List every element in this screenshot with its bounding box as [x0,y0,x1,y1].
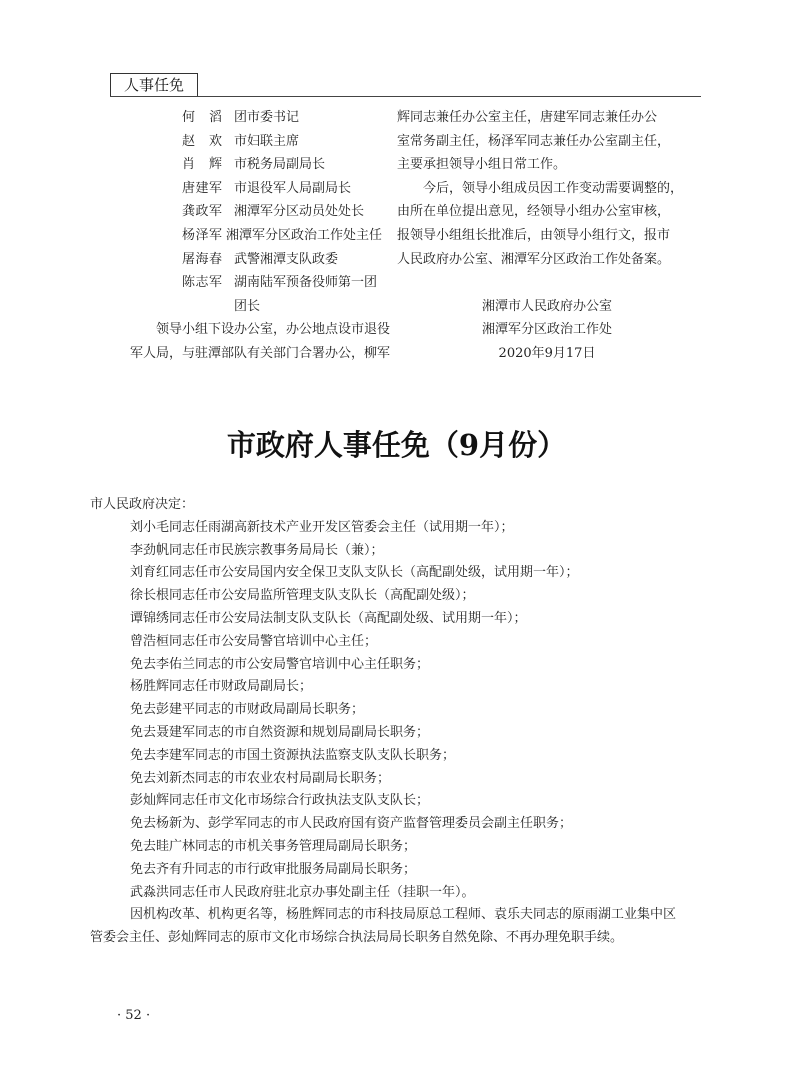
roster-name: 陈志军 [182,275,223,291]
duty-paragraph [397,106,697,177]
roster-row [130,248,382,272]
roster-row [130,177,382,201]
roster-title: 湘潭军分区政治工作处主任 [225,227,382,243]
decision-item: 免去刘新杰同志的市农业农村局副局长职务； [130,770,391,786]
roster-title: 湖南陆军预备役师第一团 [234,275,378,291]
paragraph-line: 主要承担领导小组日常工作。 [397,157,567,173]
paragraph-line: 室常务副主任，杨泽军同志兼任办公室副主任， [397,133,671,149]
blank-line [397,271,697,295]
signature-org: 湘潭军分区政治工作处 [481,322,612,338]
section-label-box [110,73,198,97]
roster-title: 湘潭军分区动员处处长 [234,204,365,220]
decision-item: 武淼洪同志任市人民政府驻北京办事处副主任（挂职一年）。 [130,884,475,900]
paragraph-line: 军人局，与驻潭部队有关部门合署办公，柳军 [130,345,391,361]
page-number: · 52 · [117,1008,151,1023]
decision-item: 免去齐有升同志的市行政审批服务局副局长职务； [130,861,417,877]
left-column [130,106,391,366]
section-label: 人事任免 [123,76,184,94]
roster-name: 唐建军 [182,180,223,196]
roster-row [130,271,382,295]
roster-title: 市税务局副局长 [234,157,326,173]
decision-item: 免去杨新为、彭学军同志的市人民政府国有资产监督管理委员会副主任职务； [130,816,573,832]
roster-row [130,224,382,248]
roster-title: 市退役军人局副局长 [234,180,352,196]
paragraph-line: 辉同志兼任办公室主任，唐建军同志兼任办公 [397,110,658,125]
article-title: 市政府人事任免（9月份） [226,428,567,462]
closing-line: 因机构改革、机构更名等，杨胜辉同志的市科技局原总工程师、袁乐夫同志的原雨湖工业集中区 [130,907,677,923]
roster-name: 何 滔 [182,110,223,125]
roster-title: 市妇联主席 [234,133,300,149]
decision-item: 刘小毛同志任雨湖高新技术产业开发区管委会主任（试用期一年）； [130,519,514,535]
roster-name: 龚政军 [182,204,223,220]
decision-item: 谭锦绣同志任市公安局法制支队支队长（高配副处级、试用期一年）； [130,610,527,626]
paragraph-line: 今后，领导小组成员因工作变动需要调整的， [397,180,684,196]
roster-name: 肖 辉 [182,157,223,173]
paragraph-line: 领导小组下设办公室，办公地点设市退役 [130,322,391,338]
paragraph-line: 报领导小组组长批准后，由领导小组行文，报市 [397,227,671,243]
office-paragraph [130,318,391,365]
roster-name: 赵 欢 [182,133,223,149]
decision-lead: 市人民政府决定： [90,497,195,512]
decision-item: 杨胜辉同志任市财政局副局长； [130,679,313,695]
decision-item: 免去彭建平同志的市财政局副局长职务； [130,702,365,718]
decision-item: 曾浩桓同志任市公安局警官培训中心主任； [130,633,378,649]
roster-name: 屠海春 [182,251,223,267]
signature-block [397,295,697,366]
roster-row [130,130,382,154]
roster-title: 团市委书记 [234,110,300,125]
decision-item: 免去李建军同志的市国土资源执法监察支队支队长职务； [130,747,456,763]
decision-item: 彭灿辉同志任市文化市场综合行政执法支队支队长； [130,793,430,809]
roster-list [130,106,382,318]
decision-item: 徐长根同志任市公安局监所管理支队支队长（高配副处级）； [130,588,475,604]
roster-row [130,106,382,130]
roster-title: 武警湘潭支队政委 [234,251,339,267]
decision-item: 刘育红同志任市公安局国内安全保卫支队支队长（高配副处级，试用期一年）； [130,565,579,581]
right-column [397,106,697,366]
paragraph-line: 由所在单位提出意见，经领导小组办公室审核， [397,204,671,220]
decision-item: 免去李佑兰同志的市公安局警官培训中心主任职务； [130,656,430,672]
closing-line: 管委会主任、彭灿辉同志的原市文化市场综合执法局局长职务自然免除、不再办理免职手续。 [90,930,624,946]
signature-date: 2020年9月17日 [498,345,596,361]
decision-list [90,494,710,950]
roster-name: 杨泽军 [182,227,223,243]
decision-item: 李劲帆同志任市民族宗教事务局局长（兼）； [130,542,384,558]
roster-row [130,153,382,177]
paragraph-line: 人民政府办公室、湘潭军分区政治工作处备案。 [397,251,671,267]
decision-item: 免去聂建军同志的市自然资源和规划局副局长职务； [130,724,430,740]
roster-title-continuation: 团长 [234,298,261,314]
signature-org: 湘潭市人民政府办公室 [481,298,612,314]
adjustment-paragraph [397,177,697,271]
roster-row [130,200,382,224]
header-divider [110,96,701,97]
decision-item: 免去眭广林同志的市机关事务管理局副局长职务； [130,838,417,854]
